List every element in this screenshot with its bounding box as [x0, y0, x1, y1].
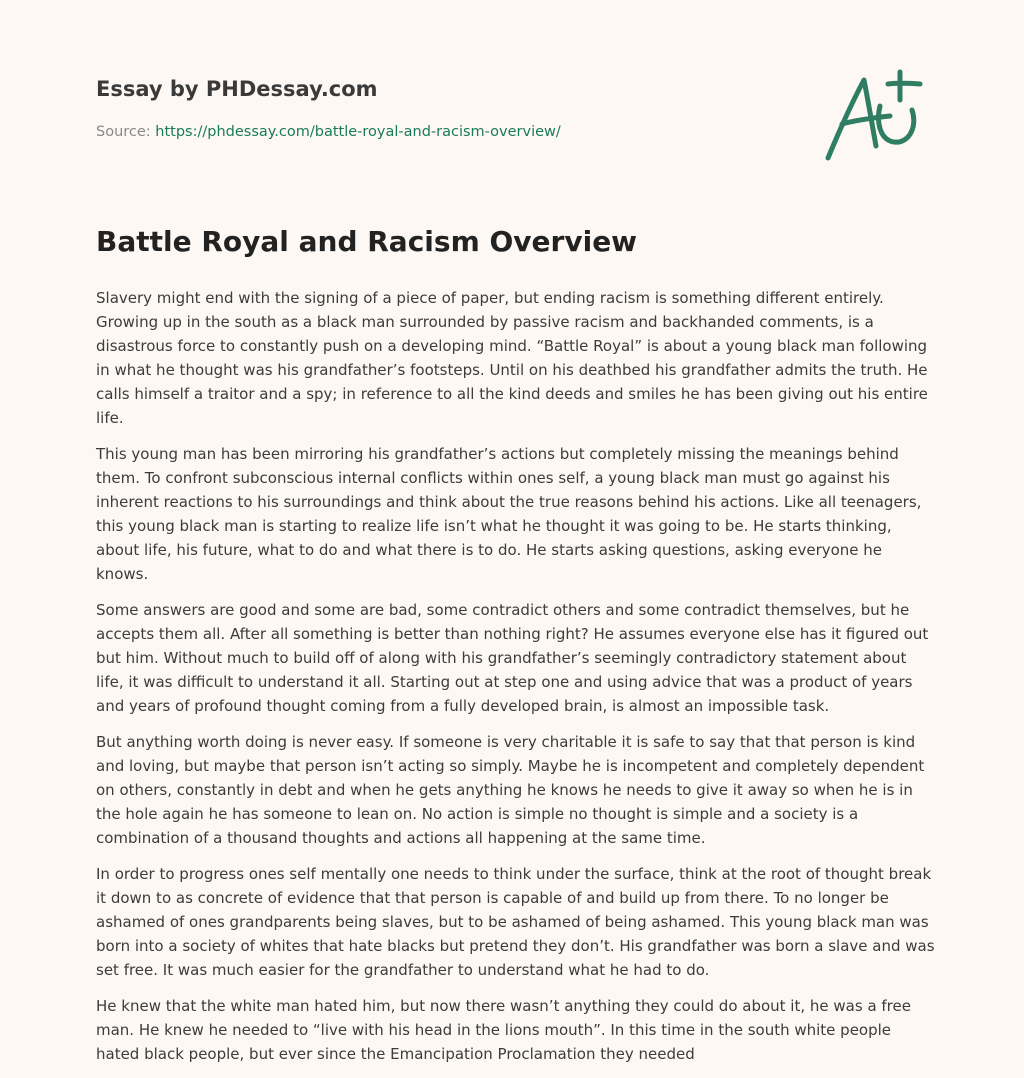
source-line	[96, 124, 561, 140]
article-paragraph: But anything worth doing is never easy. If someone is very charitable it is safe to say that that person is kind and loving, but maybe that person isn’t acting so simply. Maybe he is incompetent and completely dependent on others, constantly in debt and when he gets anything he knows he needs to give it away so when he is in the hole again he has someone to lean on. No action is simple no thought is simple and a society is a combination of a thousand thoughts and actions all happening at the same time.	[96, 733, 925, 847]
source-label: Source:	[96, 124, 156, 140]
article-body	[96, 286, 936, 1078]
article-paragraph: In order to progress ones self mentally one needs to think under the surface, think at the root of thought break it down to as concrete of evidence that that person is capable of and build up from there. To no longer be ashamed of ones grandparents being slaves, but to be ashamed of being ashamed. This young black man was born into a society of whites that hate blacks but pretend they don’t. His grandfather was born a slave and was set free. It was much easier for the grandfather to understand what he had to do.	[96, 865, 935, 979]
article-paragraph: Some answers are good and some are bad, some contradict others and some contradict themselves, but he accepts them all. After all something is better than nothing right? He assumes everyone else has it figured out but him. Without much to build off of along with his grandfather’s seemingly contradictory statement about life, it was difficult to understand it all. Starting out at step one and using advice that was a product of years and years of profound thought coming from a fully developed brain, is almost an impossible task.	[96, 601, 929, 715]
source-link[interactable]: https://phdessay.com/battle-royal-and-racism-overview/	[155, 124, 561, 140]
a-plus-grade-icon	[820, 66, 930, 166]
article-title: Battle Royal and Racism Overview	[96, 225, 638, 258]
article-paragraph: Slavery might end with the signing of a piece of paper, but ending racism is something different entirely. Growing up in the south as a black man surrounded by passive racism and backhanded comments, is a disastrous force to constantly push on a developing mind. “Battle Royal” is about a young black man following in what he thought was his grandfather’s footsteps. Until on his deathbed his grandfather admits the truth. He calls himself a traitor and a spy; in reference to all the kind deeds and smiles he has been giving out his entire life.	[96, 289, 928, 427]
article-paragraph: This young man has been mirroring his grandfather’s actions but completely missing the meanings behind them. To confront subconscious internal conflicts within ones self, a young black man must go against his inherent reactions to his surroundings and think about the true reasons behind his actions. Like all teenagers, this young black man is starting to realize life isn’t what he thought it was going to be. He starts thinking, about life, his future, what to do and what there is to do. He starts asking questions, asking everyone he knows.	[96, 445, 922, 583]
article-paragraph: He knew that the white man hated him, but now there wasn’t anything they could do about it, he was a free man. He knew he needed to “live with his head in the lions mouth”. In this time in the south white people hated black people, but ever since the Emancipation Proclamation they needed	[96, 997, 911, 1063]
site-brand: Essay by PHDessay.com	[96, 77, 378, 101]
